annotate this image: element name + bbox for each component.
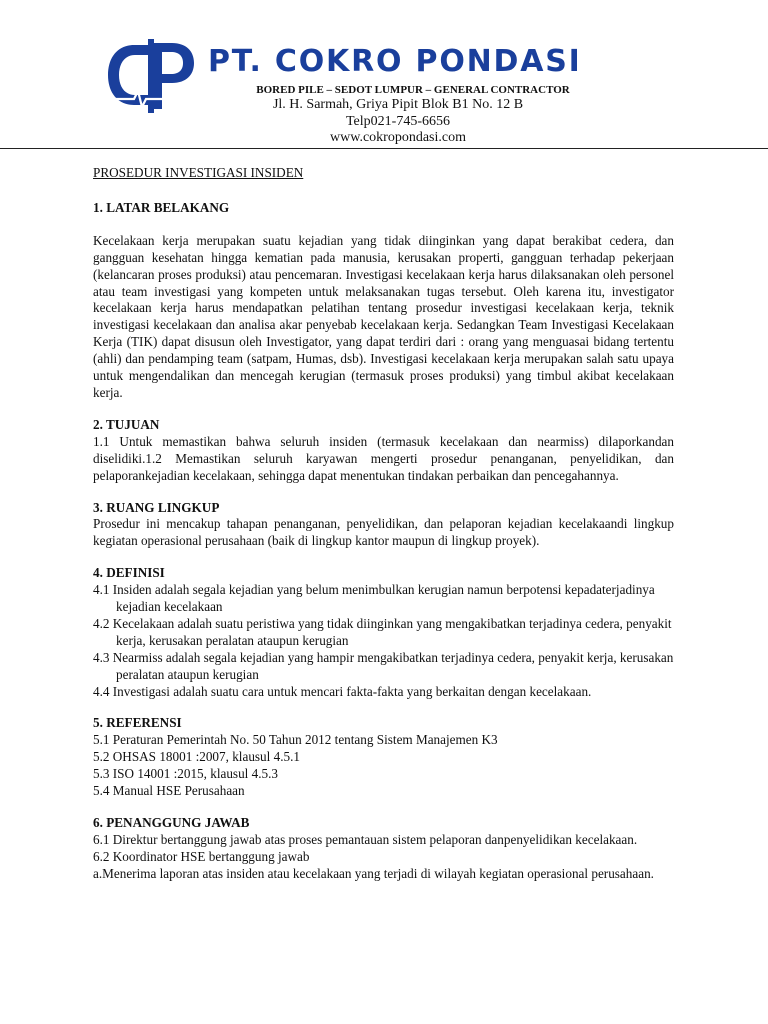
company-tagline: BORED PILE – SEDOT LUMPUR – GENERAL CONTRACTOR [256, 84, 570, 96]
penanggung-item: a.Menerima laporan atas insiden atau kecelakaan yang terjadi di wilayah kegiatan operasional perusahaan. [93, 865, 654, 881]
definisi-item: 4.2 Kecelakaan adalah suatu peristiwa yang tidak diinginkan yang mengakibatkan terjadinya cedera, penyakit kerja, kerusakan peralatan ataupun kerugian [93, 615, 672, 648]
definisi-item: 4.3 Nearmiss adalah segala kejadian yang hampir mengakibatkan terjadinya cedera, penyakit kerja, kerusakan peralatan ataupun kerugian [93, 649, 674, 682]
section-heading-ruang-lingkup: 3. RUANG LINGKUP [93, 499, 220, 515]
company-website: www.cokropondasi.com [330, 130, 466, 145]
document-title: PROSEDUR INVESTIGASI INSIDEN [93, 165, 304, 180]
section-heading-referensi: 5. REFERENSI [93, 715, 182, 731]
definisi-item: 4.1 Insiden adalah segala kejadian yang belum menimbulkan kerugian namun berpotensi kepadaterjadinya kejadian kecelakaan [93, 582, 655, 615]
penanggung-item: 6.2 Koordinator HSE bertanggung jawab [93, 848, 310, 864]
header-divider [0, 148, 768, 149]
company-address: Jl. H. Sarmah, Griya Pipit Blok B1 No. 12 B [272, 97, 524, 112]
referensi-item: 5.3 ISO 14001 :2015, klausul 4.5.3 [93, 766, 278, 782]
referensi-item: 5.4 Manual HSE Perusahaan [93, 783, 245, 799]
referensi-item: 5.2 OHSAS 18001 :2007, klausul 4.5.1 [93, 749, 300, 765]
section-heading-tujuan: 2. TUJUAN [93, 416, 160, 432]
section-heading-penanggung-jawab: 6. PENANGGUNG JAWAB [93, 815, 250, 830]
section-body-tujuan: 1.1 Untuk memastikan bahwa seluruh insiden (termasuk kecelakaan dan nearmiss) dilaporkandan diselidiki.1.2 Memastikan seluruh karyawan mengerti prosedur penanganan, penyelidikan, dan pelaporankejadian kecelakaan, sehingga dapat menentukan tindakan perbaikan dan pencegahannya. [93, 433, 674, 483]
section-heading-latar-belakang: 1. LATAR BELAKANG [93, 199, 230, 215]
referensi-item: 5.1 Peraturan Pemerintah No. 50 Tahun 2012 tentang Sistem Manajemen K3 [93, 732, 498, 748]
section-body-latar-belakang: Kecelakaan kerja merupakan suatu kejadian yang tidak diinginkan yang dapat berakibat cedera, dan gangguan kesehatan hingga kematian pada manusia, kerusakan properti, gangguan terhadap pekerjaan (kelancaran proses produksi) atau pencemaran. Investigasi kecelakaan kerja harus dilaksanakan oleh personel atau team investigasi yang kompeten untuk melaksanakan tugas tersebut. Oleh karena itu, investigator kecelakaan kerja harus mendapatkan pelatihan tentang prosedur investigasi kecelakaan kerja, teknik investigasi kecelakaan dan analisa akar penyebab kecelakaan kerja. Sedangkan Team Investigasi Kecelakaan Kerja (TIK) dapat disusun oleh Investigator, yang dapat terdiri dari : orang yang menguasai bidang tertentu (ahli) dan pendamping team (satpam, Humas, dsb). Investigasi kecelakaan kerja merupakan salah satu upaya untuk mengendalikan dan mencegah kerugian (termasuk proses produksi) yang timbul akibat kecelakaan kerja. [93, 232, 674, 400]
section-heading-definisi: 4. DEFINISI [93, 565, 165, 581]
company-logo [104, 39, 200, 113]
company-phone: Telp021-745-6656 [345, 114, 450, 129]
document-body [93, 165, 674, 883]
letterhead [0, 0, 768, 152]
company-name: PT. COKRO PONDASI [208, 44, 582, 79]
section-body-ruang-lingkup: Prosedur ini mencakup tahapan penanganan, penyelidikan, dan pelaporan kejadian kecelakaandi lingkup kegiatan operasional perusahaan (baik di lingkup kantor maupun di lingkup proyek). [93, 516, 674, 549]
penanggung-item: 6.1 Direktur bertanggung jawab atas proses pemantauan sistem pelaporan danpenyelidikan kecelakaan. [93, 831, 638, 847]
definisi-item: 4.4 Investigasi adalah suatu cara untuk mencari fakta-fakta yang berkaitan dengan kecelakaan. [93, 683, 592, 699]
